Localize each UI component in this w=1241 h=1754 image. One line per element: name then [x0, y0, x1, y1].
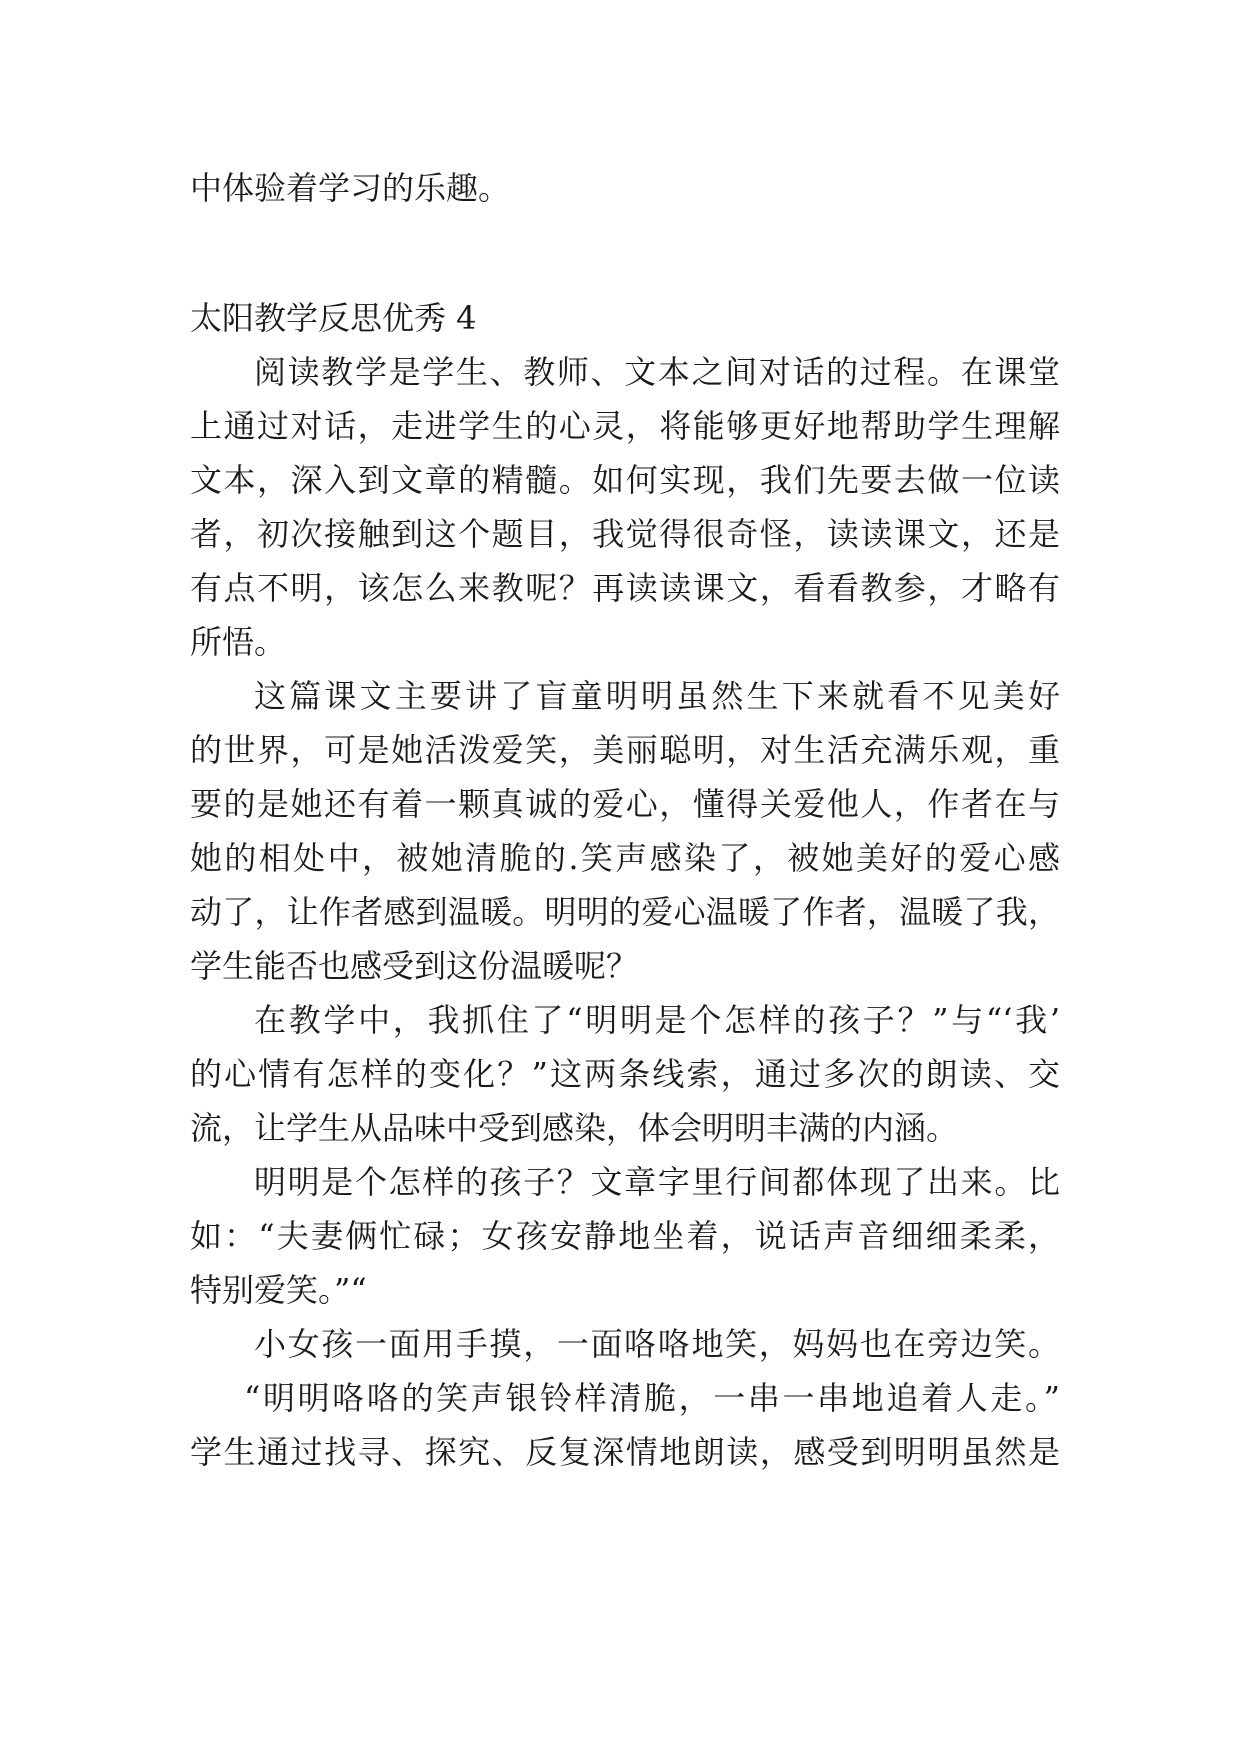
paragraph-line: 者，初次接触到这个题目，我觉得很奇怪，读读课文，还是 [190, 515, 1060, 553]
paragraph-line: 中体验着学习的乐趣。 [190, 169, 511, 207]
paragraph-line: 在教学中，我抓住了“明明是个怎样的孩子？”与“‘我’ [254, 1001, 1060, 1039]
paragraph-line: 有点不明，该怎么来教呢？再读读课文，看看教参，才略有 [190, 569, 1060, 607]
paragraph-line: 流，让学生从品味中受到感染，体会明明丰满的内涵。 [190, 1109, 959, 1147]
paragraph-line: “明明咯咯的笑声银铃样清脆，一串一串地追着人走。” [244, 1379, 1060, 1417]
paragraph-line: 要的是她还有着一颗真诚的爱心，懂得关爱他人，作者在与 [190, 785, 1060, 823]
paragraph-line: 文本，深入到文章的精髓。如何实现，我们先要去做一位读 [190, 461, 1060, 499]
paragraph-line: 学生能否也感受到这份温暖呢？ [190, 947, 639, 985]
paragraph-line: 动了，让作者感到温暖。明明的爱心温暖了作者，温暖了我， [190, 893, 1060, 931]
paragraph-line: 所悟。 [190, 623, 287, 661]
section-heading: 太阳教学反思优秀 4 [190, 299, 477, 337]
paragraph-line: 上通过对话，走进学生的心灵，将能够更好地帮助学生理解 [190, 407, 1060, 445]
paragraph-line: 她的相处中，被她清脆的.笑声感染了，被她美好的爱心感 [190, 839, 1060, 877]
paragraph-line: 的心情有怎样的变化？”这两条线索，通过多次的朗读、交 [190, 1055, 1060, 1093]
paragraph-line: 特别爱笑。”“ [190, 1271, 367, 1309]
paragraph-line: 学生通过找寻、探究、反复深情地朗读，感受到明明虽然是 [190, 1433, 1060, 1471]
paragraph-line: 的世界，可是她活泼爱笑，美丽聪明，对生活充满乐观，重 [190, 731, 1060, 769]
paragraph-line: 小女孩一面用手摸，一面咯咯地笑，妈妈也在旁边笑。 [254, 1325, 1060, 1363]
paragraph-line: 如：“夫妻俩忙碌；女孩安静地坐着，说话声音细细柔柔， [190, 1217, 1060, 1255]
paragraph-line: 明明是个怎样的孩子？文章字里行间都体现了出来。比 [254, 1163, 1060, 1201]
paragraph-line: 阅读教学是学生、教师、文本之间对话的过程。在课堂 [254, 353, 1060, 391]
paragraph-line: 这篇课文主要讲了盲童明明虽然生下来就看不见美好 [254, 677, 1060, 715]
